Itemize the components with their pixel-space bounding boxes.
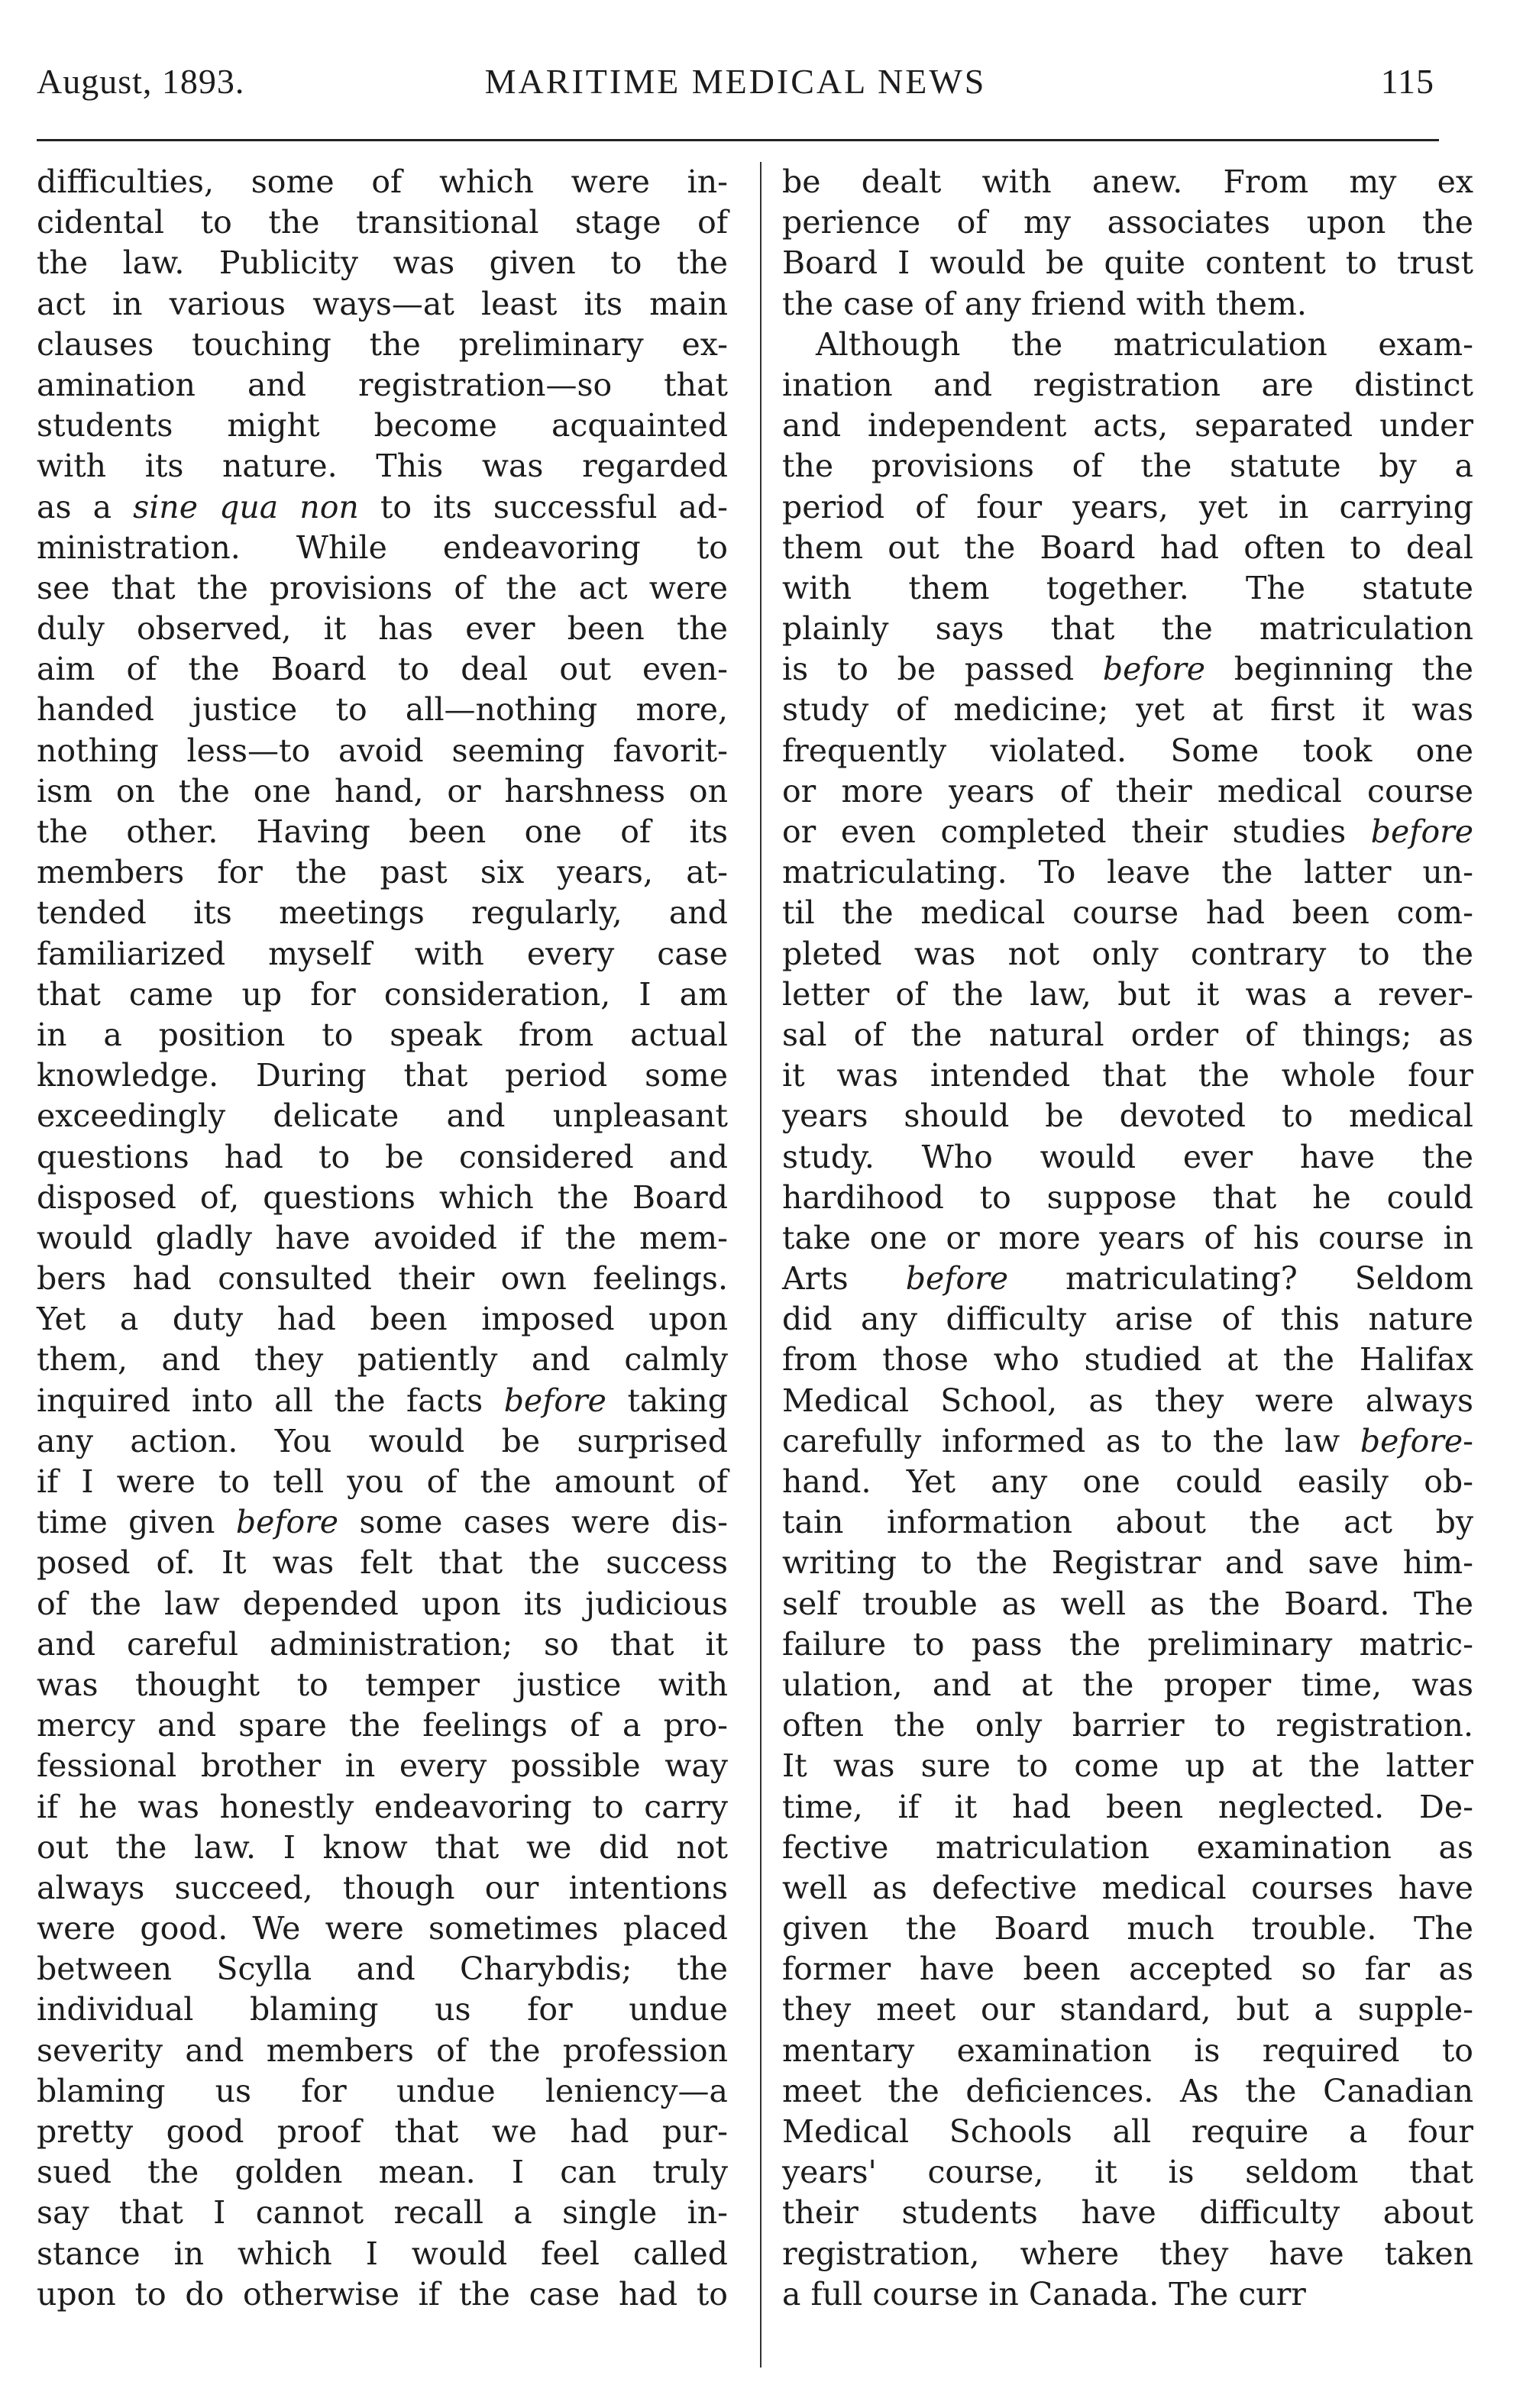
text-line: as a sine qua non to its successful ad- <box>37 488 728 525</box>
text-line: tended its meetings regularly, and <box>37 894 728 932</box>
text-line: of the law depended upon its judicious <box>37 1585 728 1622</box>
text-line: out the law. I know that we did not <box>37 1828 728 1866</box>
text-line: meet the deficiences. As the Canadian <box>782 2072 1473 2109</box>
text-line: blaming us for undue leniency—a <box>37 2072 728 2109</box>
text-line: from those who studied at the Halifax <box>782 1341 1473 1379</box>
text-line: them, and they patiently and calmly <box>37 1341 728 1379</box>
text-line: hardihood to suppose that he could <box>782 1178 1473 1216</box>
text-line: failure to pass the preliminary matric- <box>782 1625 1473 1663</box>
text-line: study. Who would ever have the <box>782 1138 1473 1175</box>
text-line: their students have difficulty about <box>782 2194 1473 2232</box>
text-line: sal of the natural order of things; as <box>782 1016 1473 1053</box>
text-line: ulation, and at the proper time, was <box>782 1666 1473 1703</box>
text-line: the other. Having been one of its <box>37 813 728 850</box>
text-line: study of medicine; yet at first it was <box>782 691 1473 729</box>
left-column <box>37 162 728 2315</box>
text-line: or more years of their medical course <box>782 772 1473 810</box>
issue-date: August, 1893. <box>37 62 245 101</box>
text-line: or even completed their studies before <box>782 813 1473 850</box>
text-line: mercy and spare the feelings of a pro- <box>37 1707 728 1744</box>
text-line: fective matriculation examination as <box>782 1828 1473 1866</box>
text-line: Although the matriculation exam- <box>816 325 1473 363</box>
text-line: mentary examination is required to <box>782 2031 1473 2069</box>
text-line: ination and registration are distinct <box>782 366 1473 403</box>
text-line: familiarized myself with every case <box>37 935 728 972</box>
text-line: take one or more years of his course in <box>782 1219 1473 1256</box>
text-line: amination and registration—so that <box>37 366 728 403</box>
text-line: years should be devoted to medical <box>782 1097 1473 1135</box>
text-line: is to be passed before beginning the <box>782 651 1474 688</box>
text-line: carefully informed as to the law before- <box>782 1422 1473 1459</box>
text-line: handed justice to all—nothing more, <box>37 691 728 729</box>
text-line: did any difficulty arise of this nature <box>782 1301 1473 1338</box>
text-line: inquired into all the facts before taking <box>37 1382 728 1419</box>
text-line: were good. We were sometimes placed <box>37 1910 728 1947</box>
text-line: they meet our standard, but a supple- <box>782 1991 1473 2028</box>
text-line: Medical School, as they were always <box>782 1382 1473 1419</box>
text-line: Arts before matriculating? Seldom <box>782 1260 1473 1298</box>
text-line: with them together. The statute <box>782 569 1473 606</box>
text-line: see that the provisions of the act were <box>37 569 728 606</box>
text-line: would gladly have avoided if the mem- <box>37 1219 728 1256</box>
text-line: and careful administration; so that it <box>37 1625 728 1663</box>
text-line: say that I cannot recall a single in- <box>37 2194 728 2232</box>
text-line: Yet a duty had been imposed upon <box>37 1301 728 1338</box>
text-line: individual blaming us for undue <box>37 1991 728 2028</box>
text-line: often the only barrier to registration. <box>782 1707 1473 1744</box>
header-rule <box>37 139 1439 141</box>
text-line: upon to do otherwise if the case had to <box>37 2275 728 2313</box>
text-line: period of four years, yet in carrying <box>782 488 1473 525</box>
text-line: a full course in Canada. The curr <box>782 2275 1306 2313</box>
text-line: frequently violated. Some took one <box>782 732 1473 769</box>
text-line: It was sure to come up at the latter <box>782 1747 1473 1785</box>
text-line: between Scylla and Charybdis; the <box>37 1951 728 1988</box>
text-line: it was intended that the whole four <box>782 1057 1473 1094</box>
text-line: sued the golden mean. I can truly <box>37 2154 728 2191</box>
text-line: pretty good proof that we had pur- <box>37 2113 728 2150</box>
text-line: fessional brother in every possible way <box>37 1747 728 1785</box>
text-line: registration, where they have taken <box>782 2235 1473 2272</box>
text-line: years' course, it is seldom that <box>782 2154 1473 2191</box>
text-line: difficulties, some of which were in- <box>37 163 728 200</box>
text-line: severity and members of the profession <box>37 2031 728 2069</box>
text-line: exceedingly delicate and unpleasant <box>37 1097 728 1135</box>
text-line: perience of my associates upon the <box>782 204 1473 241</box>
text-line: the law. Publicity was given to the <box>37 244 728 282</box>
text-line: well as defective medical courses have <box>782 1869 1473 1906</box>
text-line: with its nature. This was regarded <box>37 448 728 485</box>
text-line: knowledge. During that period some <box>37 1057 728 1094</box>
text-line: act in various ways—at least its main <box>37 285 728 322</box>
text-line: aim of the Board to deal out even- <box>37 651 728 688</box>
text-line: always succeed, though our intentions <box>37 1869 728 1906</box>
text-line: members for the past six years, at- <box>37 854 728 891</box>
text-line: former have been accepted so far as <box>782 1951 1473 1988</box>
text-line: and independent acts, separated under <box>782 407 1473 444</box>
text-line: pleted was not only contrary to the <box>782 935 1473 972</box>
text-line: them out the Board had often to deal <box>782 528 1473 566</box>
text-line: matriculating. To leave the latter un- <box>782 854 1473 891</box>
text-line: stance in which I would feel called <box>37 2235 728 2272</box>
text-line: questions had to be considered and <box>37 1138 728 1175</box>
text-line: posed of. It was felt that the success <box>37 1544 728 1582</box>
journal-title: MARITIME MEDICAL NEWS <box>484 62 987 101</box>
text-line: disposed of, questions which the Board <box>37 1178 728 1216</box>
text-line: given the Board much trouble. The <box>782 1910 1473 1947</box>
text-line: the provisions of the statute by a <box>782 448 1473 485</box>
text-line: clauses touching the preliminary ex- <box>37 325 728 363</box>
text-line: any action. You would be surprised <box>37 1422 728 1459</box>
text-line: ism on the one hand, or harshness on <box>37 772 728 810</box>
text-line: in a position to speak from actual <box>37 1016 728 1053</box>
text-line: Medical Schools all require a four <box>782 2113 1473 2150</box>
right-column <box>782 162 1473 2315</box>
text-line: time given before some cases were dis- <box>37 1504 728 1541</box>
text-line: duly observed, it has ever been the <box>37 610 728 648</box>
text-line: time, if it had been neglected. De- <box>782 1788 1473 1825</box>
text-line: hand. Yet any one could easily ob- <box>782 1463 1473 1500</box>
column-divider <box>760 162 762 2368</box>
text-line: bers had consulted their own feelings. <box>37 1260 728 1298</box>
text-line: students might become acquainted <box>37 407 728 444</box>
text-line: self trouble as well as the Board. The <box>782 1585 1473 1622</box>
text-line: cidental to the transitional stage of <box>37 204 728 241</box>
running-header <box>37 61 1434 115</box>
text-line: ministration. While endeavoring to <box>37 528 728 566</box>
text-line: if he was honestly endeavoring to carry <box>37 1788 728 1825</box>
text-line: writing to the Registrar and save him- <box>782 1544 1473 1582</box>
text-line: was thought to temper justice with <box>37 1666 728 1703</box>
text-line: be dealt with anew. From my ex <box>782 163 1473 200</box>
text-line: the case of any friend with them. <box>782 285 1307 322</box>
page-number: 115 <box>1380 62 1434 101</box>
text-line: that came up for consideration, I am <box>37 975 728 1013</box>
text-line: Board I would be quite content to trust <box>782 244 1473 282</box>
text-line: plainly says that the matriculation <box>782 610 1473 648</box>
text-line: tain information about the act by <box>782 1504 1473 1541</box>
text-line: letter of the law, but it was a rever- <box>782 975 1473 1013</box>
text-line: til the medical course had been com- <box>782 894 1473 932</box>
text-line: if I were to tell you of the amount of <box>37 1463 728 1500</box>
text-line: nothing less—to avoid seeming favorit- <box>37 732 728 769</box>
